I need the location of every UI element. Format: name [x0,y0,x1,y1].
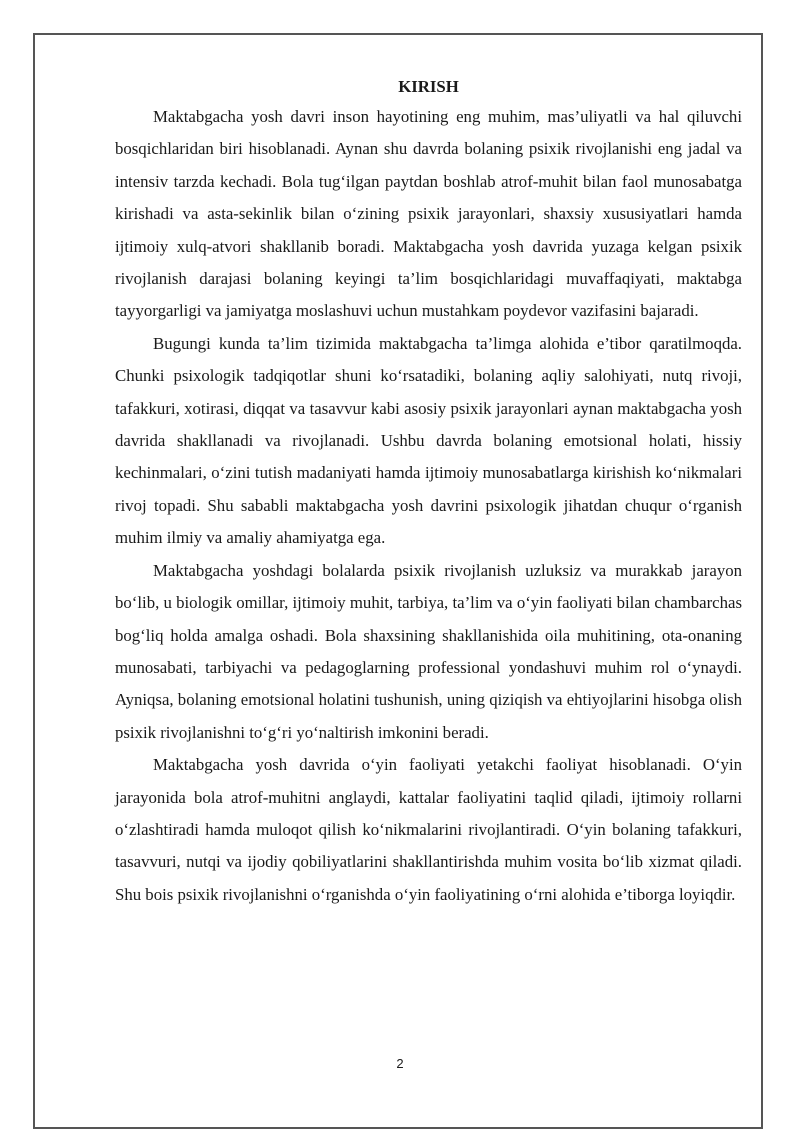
paragraph-4: Maktabgacha yosh davrida o‘yin faoliyati yetakchi faoliyat hisoblanadi. O‘yin jarayonida bola atrof-muhitni anglaydi, kattalar faoliyatini taqlid qiladi, ijtimoiy rollarni o‘zlashtiradi hamda muloqot qilish ko‘nikmalarini rivojlantiradi. O‘yin bolaning tafakkuri, tasavvuri, nutqi va ijodiy qobiliyatlarini shakllantirishda muhim vosita bo‘lib xizmat qiladi. Shu bois psixik rivojlanishni o‘rganishda o‘yin faoliyatining o‘rni alohida e’tiborga loyiqdir. [115,755,742,904]
page-number: 2 [396,1056,404,1071]
paragraph-1: Maktabgacha yosh davri inson hayotining eng muhim, mas’uliyatli va hal qiluvchi bosqichlaridan biri hisoblanadi. Aynan shu davrda bolaning psixik rivojlanishi eng jadal va intensiv tarzda kechadi. Bola tug‘ilgan paytdan boshlab atrof-muhit bilan faol munosabatga kirishadi va asta-sekinlik bilan o‘zining psixik jarayonlari, shaxsiy xususiyatlari hamda ijtimoiy xulq-atvori shakllanib boradi. Maktabgacha yosh davrida yuzaga kelgan psixik rivojlanish darajasi bolaning keyingi ta’lim bosqichlaridagi muvaffaqiyati, maktabga tayyorgarligi va jamiyatga moslashuvi uchun mustahkam poydevor vazifasini bajaradi. [115,107,742,321]
section-title: KIRISH [398,77,459,96]
paragraph-2: Bugungi kunda ta’lim tizimida maktabgacha ta’limga alohida e’tibor qaratilmoqda. Chunki psixologik tadqiqotlar shuni ko‘rsatadiki, bolaning aqliy salohiyati, nutq rivoji, tafakkuri, xotirasi, diqqat va tasavvur kabi asosiy psixik jarayonlari aynan maktabgacha yosh davrida shakllanadi va rivojlanadi. Ushbu davrda bolaning emotsional holati, hissiy kechinmalari, o‘zini tutish madaniyati hamda ijtimoiy munosabatlarga kirishish ko‘nikmalari rivoj topadi. Shu sababli maktabgacha yosh davrini psixologik jihatdan chuqur o‘rganish muhim ilmiy va amaliy ahamiyatga ega. [115,333,742,548]
paragraph-3: Maktabgacha yoshdagi bolalarda psixik rivojlanish uzluksiz va murakkab jarayon bo‘lib, u biologik omillar, ijtimoiy muhit, tarbiya, ta’lim va o‘yin faoliyati bilan chambarchas bog‘liq holda amalga oshadi. Bola shaxsining shakllanishida oila muhitining, ota-onaning munosabati, tarbiyachi va pedagoglarning professional yondashuvi muhim rol o‘ynaydi. Ayniqsa, bolaning emotsional holatini tushunish, uning qiziqish va ehtiyojlarini hisobga olish psixik rivojlanishni to‘g‘ri yo‘naltirish imkonini beradi. [115,560,742,742]
document-body [115,73,742,911]
